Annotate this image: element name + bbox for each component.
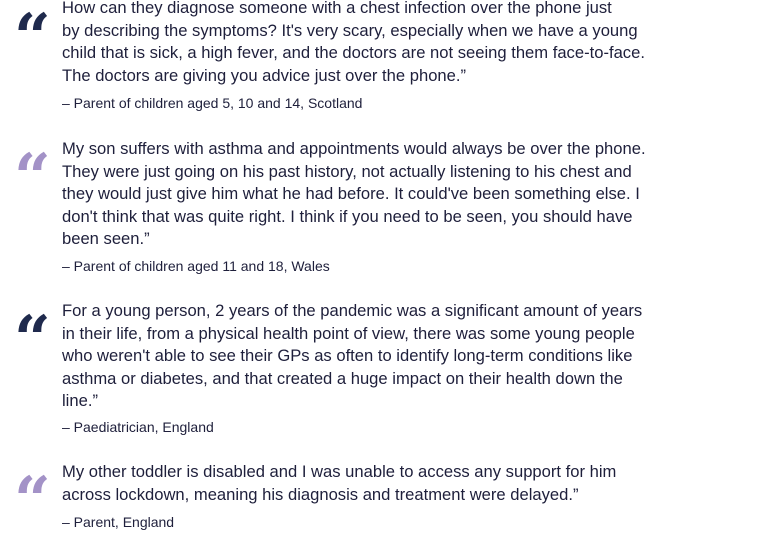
quote-mark-icon: “ [14, 469, 47, 509]
quote-attribution: – Paediatrician, England [62, 419, 214, 435]
quote-mark-icon: “ [14, 146, 47, 186]
quote-text: How can they diagnose someone with a chest infection over the phone just by describing the symptoms? It's very scary, especially when we have a young child that is sick, a high fever, and the doctors are not seeing them face-to-face. The doctors are giving you advice just over the phone.” [62, 0, 645, 85]
quote-mark-icon: “ [14, 308, 47, 348]
quote-attribution: – Parent of children aged 11 and 18, Wales [62, 258, 330, 274]
quote-text: My son suffers with asthma and appointments would always be over the phone. They were just going on his past history, not actually listening to his chest and they would just give him what he had before. It could've been something else. I don't think that was quite right. I think if you need to be seen, you should have been seen.” [62, 139, 646, 248]
quote-text: My other toddler is disabled and I was unable to access any support for him across lockdown, meaning his diagnosis and treatment were delayed.” [62, 462, 617, 504]
quote-text: For a young person, 2 years of the pandemic was a significant amount of years in their life, from a physical health point of view, there was some young people who weren't able to see their GPs as often to identify long-term conditions like asthma or diabetes, and that created a huge impact on their health down the line.” [62, 301, 643, 410]
quote-attribution: – Parent of children aged 5, 10 and 14, Scotland [62, 95, 363, 111]
quote-mark-icon: “ [14, 6, 47, 46]
quote-attribution: – Parent, England [62, 514, 175, 530]
